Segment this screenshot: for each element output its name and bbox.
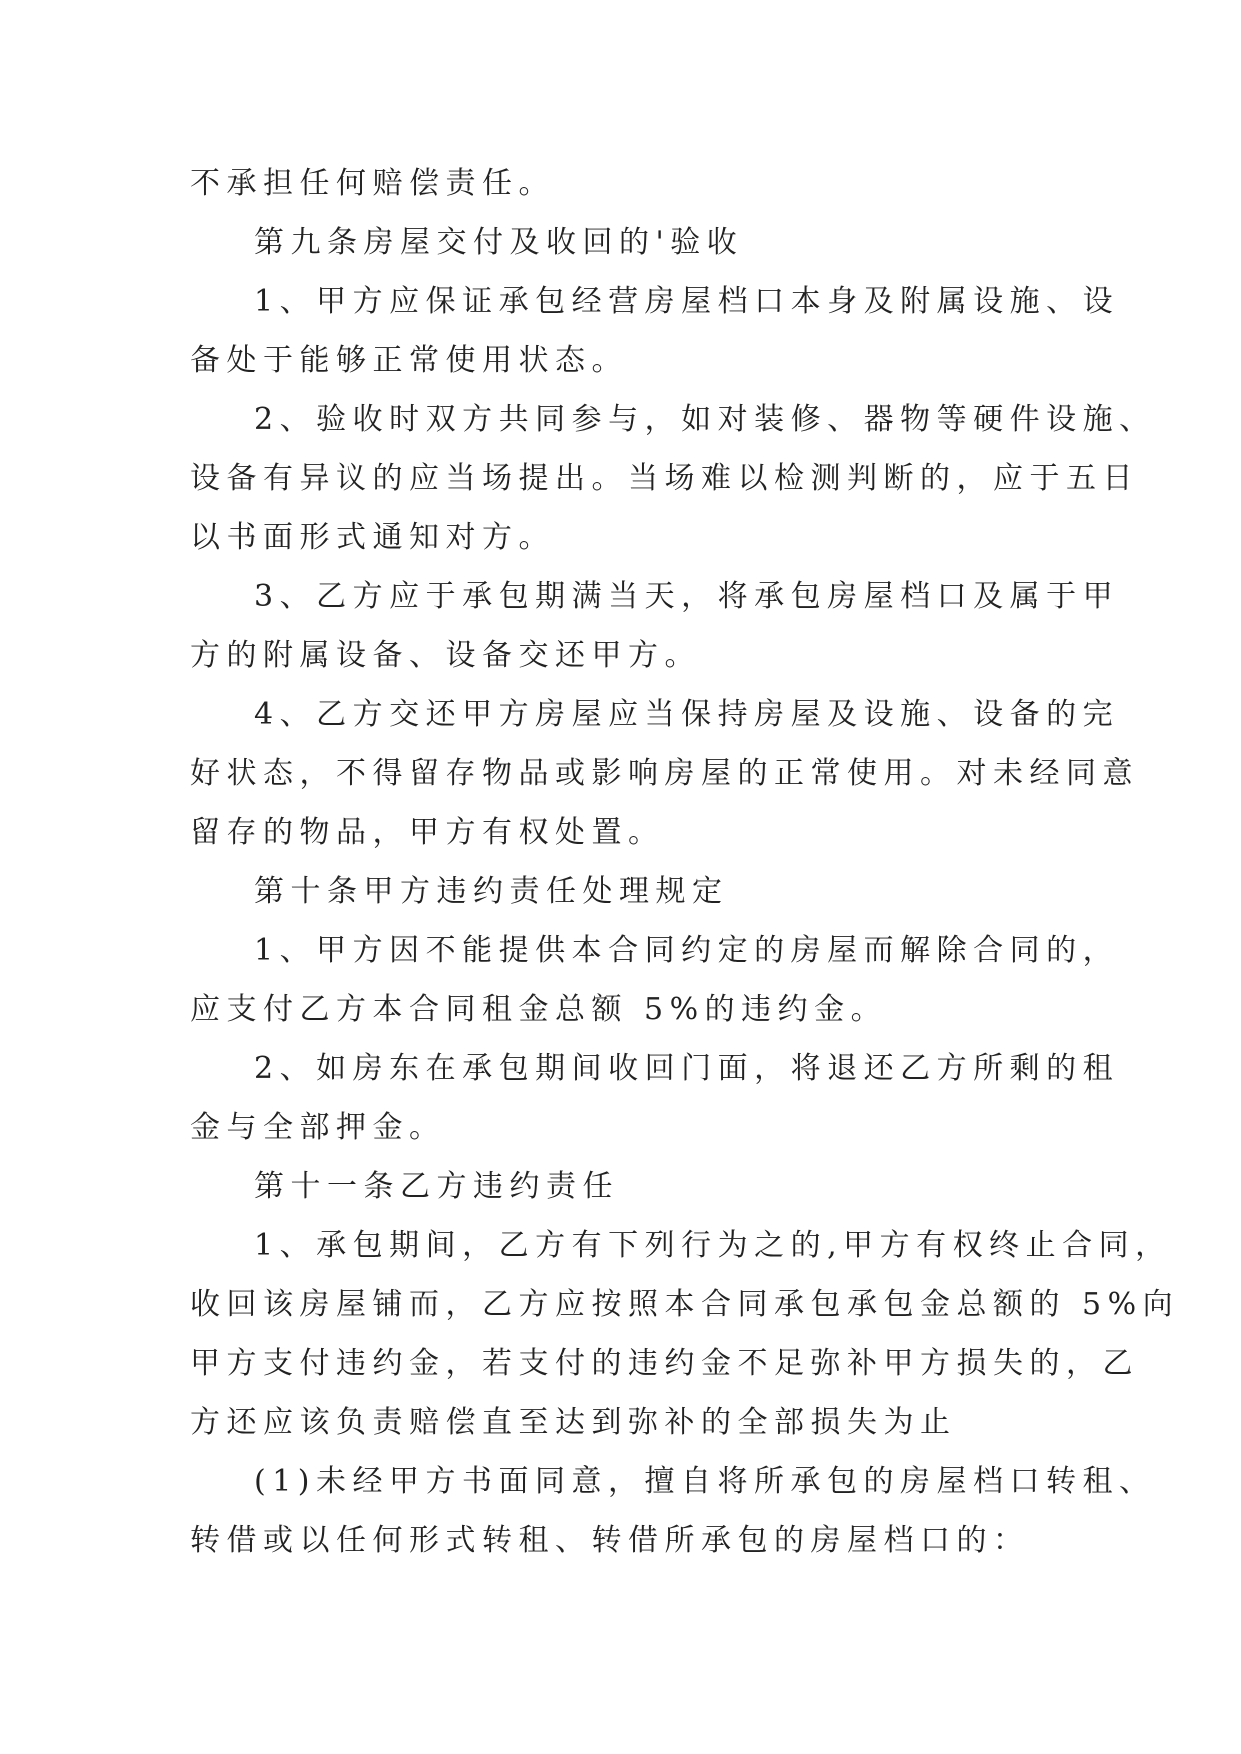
text-line: 3、乙方应于承包期满当天，将承包房屋档口及属于甲 [254,579,1120,614]
text-line: 1、甲方因不能提供本合同约定的房屋而解除合同的， [254,933,1120,968]
text-line: (1)未经甲方书面同意，擅自将所承包的房屋档口转租、 [254,1464,1156,1499]
text-line: 金与全部押金。 [190,1110,446,1145]
text-line: 1、承包期间，乙方有下列行为之的,甲方有权终止合同， [254,1228,1172,1263]
text-line: 收回该房屋铺而，乙方应按照本合同承包承包金总额的 5%向 [190,1287,1180,1322]
text-line: 1、甲方应保证承包经营房屋档口本身及附属设施、设 [254,284,1120,319]
text-line: 2、验收时双方共同参与，如对装修、器物等硬件设施、 [254,402,1156,437]
text-line: 留存的物品，甲方有权处置。 [190,815,665,850]
text-line: 方还应该负责赔偿直至达到弥补的全部损失为止 [190,1405,957,1440]
section-heading-9: 第九条房屋交付及收回的'验收 [254,225,744,260]
text-line: 不承担任何赔偿责任。 [190,166,555,201]
text-line: 好状态，不得留存物品或影响房屋的正常使用。对未经同意 [190,756,1139,791]
text-line: 4、乙方交还甲方房屋应当保持房屋及设施、设备的完 [254,697,1120,732]
text-line: 设备有异议的应当场提出。当场难以检测判断的，应于五日 [190,461,1139,496]
contract-body-text [190,154,1180,1570]
section-heading-10: 第十条甲方违约责任处理规定 [254,874,729,909]
text-line: 2、如房东在承包期间收回门面，将退还乙方所剩的租 [254,1051,1120,1086]
text-line: 甲方支付违约金，若支付的违约金不足弥补甲方损失的，乙 [190,1346,1139,1381]
text-line: 备处于能够正常使用状态。 [190,343,628,378]
text-line: 以书面形式通知对方。 [190,520,555,555]
text-line: 方的附属设备、设备交还甲方。 [190,638,701,673]
text-line: 转借或以任何形式转租、转借所承包的房屋档口的： [190,1523,1030,1558]
text-line: 应支付乙方本合同租金总额 5%的违约金。 [190,992,888,1027]
section-heading-11: 第十一条乙方违约责任 [254,1169,619,1204]
